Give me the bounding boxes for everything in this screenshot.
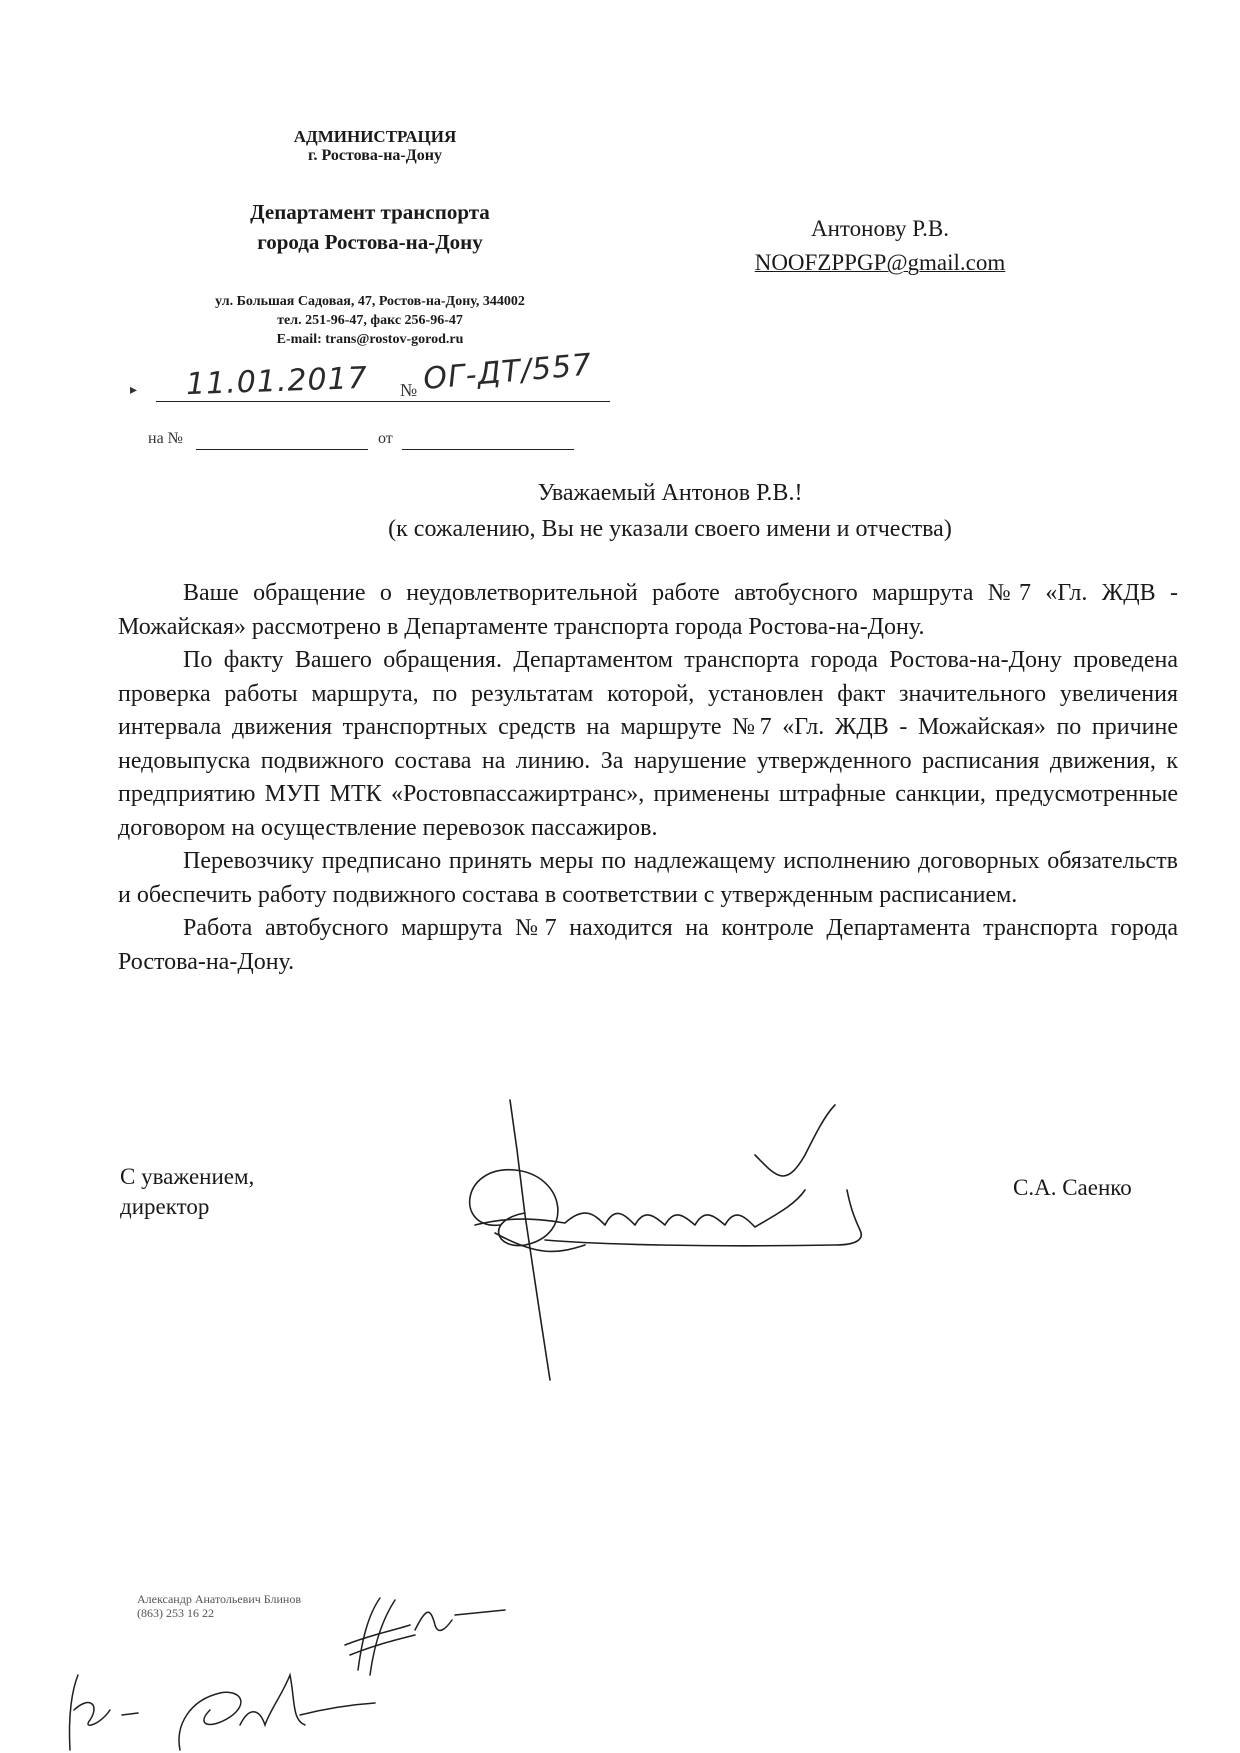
signature-closing [120, 1162, 254, 1222]
reference-line [148, 430, 578, 454]
director-signature [455, 1095, 955, 1385]
recipient-email: NOOFZPPGP@gmail.com [754, 250, 1006, 275]
executor-phone: (863) 253 16 22 [137, 1606, 214, 1620]
ref-underline [196, 448, 368, 450]
dept-email: E-mail: trans@rostov-gorod.ru [276, 332, 464, 347]
dept-phone: тел. 251-96-47, факс 256-96-47 [277, 313, 463, 328]
closing-text: С уважением, [120, 1164, 255, 1189]
letterhead-contacts [130, 292, 610, 349]
initials-signature-lower [60, 1655, 380, 1753]
dept-address: ул. Большая Садовая, 47, Ростов-на-Дону, 344002 [215, 294, 525, 309]
greeting-salutation: Уважаемый Антонов Р.В.! [537, 480, 803, 506]
letterhead-org [200, 127, 550, 165]
bullet-mark: ▸ [130, 383, 138, 398]
registration-line [130, 347, 610, 404]
dept-name: Департамент транспорта [250, 200, 490, 224]
recipient-name: Антонову Р.В. [810, 216, 950, 241]
letter-body [118, 577, 1178, 979]
org-city: г. Ростова-на-Дону [308, 147, 442, 164]
registration-date: 11.01.2017 [185, 360, 369, 403]
from-label: от [378, 430, 393, 447]
body-paragraph-4: Работа автобусного маршрута №7 находится на контроле Департамента транспорта города Ростова-на-Дону. [118, 915, 1178, 975]
registration-number: ОГ-ДТ/557 [421, 347, 594, 397]
body-paragraph-1: Ваше обращение о неудовлетворительной работе автобусного маршрута №7 «Гл. ЖДВ - Можайская» рассмотрено в Департаменте транспорта города Ростова-на-Дону. [118, 580, 1178, 640]
dept-city: города Ростова-на-Дону [257, 230, 483, 254]
body-paragraph-3: Перевозчику предписано принять меры по надлежащему исполнению договорных обязательств и обеспечить работу подвижного состава в соответствии с утвержденным расписанием. [118, 848, 1178, 908]
body-paragraph-2: По факту Вашего обращения. Департаментом транспорта города Ростова-на-Дону проведена проверка работы маршрута, по результатам которой, установлен факт значительного увеличения интервала движения транспортных средств на маршруте №7 «Гл. ЖДВ - Можайская» по причине недовыпуска подвижного состава на линию. За нарушение утвержденного расписания движения, к предприятию МУП МТК «Ростовпассажиртранс», применены штрафные санкции, предусмотренные договором на осуществление перевозок пассажиров. [118, 647, 1178, 841]
executor-info [137, 1592, 301, 1620]
greeting-note: (к сожалению, Вы не указали своего имени и отчества) [388, 516, 952, 542]
executor-name: Александр Анатольевич Блинов [137, 1592, 302, 1606]
number-underline [424, 400, 610, 402]
letterhead-department [150, 197, 590, 257]
from-underline [402, 448, 574, 450]
signer-name: С.А. Саенко [1013, 1175, 1132, 1200]
greeting [300, 475, 1040, 547]
signer-position: директор [120, 1194, 210, 1219]
recipient-block [700, 212, 1060, 280]
ref-label: на № [148, 430, 183, 447]
number-label: № [400, 380, 418, 400]
org-title: АДМИНИСТРАЦИЯ [293, 127, 457, 146]
